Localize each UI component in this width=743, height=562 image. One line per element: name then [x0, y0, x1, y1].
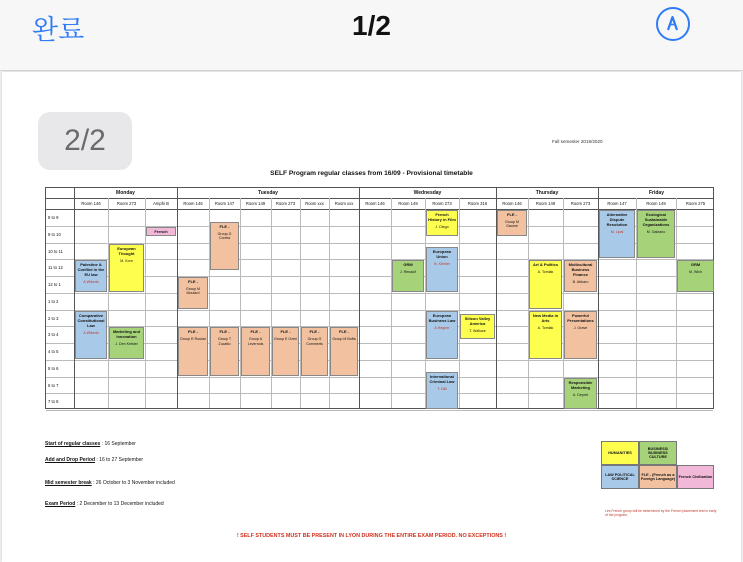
- class-title: FLE -: [309, 329, 320, 335]
- class-teacher: T. Walluse: [469, 328, 486, 333]
- class-block[interactable]: [146, 227, 176, 237]
- room-header: Room 147: [607, 200, 627, 206]
- class-teacher: A.Hegner: [434, 325, 450, 330]
- legend-law: LAW POLITICAL SCIENCE: [601, 465, 639, 489]
- grid-line: [676, 198, 677, 408]
- exam-label: Exam Period: [45, 501, 76, 507]
- class-block[interactable]: [210, 327, 239, 375]
- class-title: FLE -: [188, 329, 198, 335]
- grid-line: [46, 310, 713, 311]
- class-title: GRM: [403, 262, 413, 268]
- mid-semester-break: [45, 480, 175, 486]
- class-teacher: J. Grave: [573, 325, 588, 330]
- class-teacher: J. Den Kelster: [115, 342, 138, 347]
- start-label: Start of regular classes: [45, 441, 101, 447]
- grid-line: [240, 198, 241, 408]
- class-title: Comparative Constitutional Law: [77, 312, 105, 328]
- time-label: 6 to 7: [48, 382, 59, 388]
- class-teacher: M. Korn: [120, 258, 133, 263]
- class-block[interactable]: [677, 260, 714, 292]
- grid-line: [300, 198, 301, 408]
- class-teacher: J. Renault: [399, 270, 417, 275]
- class-title: International Criminal Law: [429, 374, 455, 385]
- time-label: 9 to 10: [48, 231, 61, 237]
- class-block[interactable]: [426, 210, 458, 236]
- class-block[interactable]: [109, 327, 144, 359]
- add-drop-period: [45, 457, 143, 463]
- start-value: : 16 September: [101, 441, 136, 447]
- day-header: Tuesday: [258, 190, 278, 196]
- class-teacher: Group M Moulard: [186, 287, 200, 296]
- class-teacher: Group M Gaume: [505, 220, 519, 229]
- class-title: Alternative Dispute Resolution: [606, 212, 628, 227]
- class-block[interactable]: [178, 327, 208, 375]
- class-block[interactable]: [529, 260, 562, 308]
- class-teacher: A. Tomlak: [537, 270, 554, 275]
- class-teacher: A.Wiberts: [83, 330, 99, 335]
- class-teacher: Group T Zucatto: [217, 337, 232, 346]
- class-title: FLE -: [280, 329, 291, 335]
- class-block[interactable]: [497, 210, 527, 236]
- grid-line: [459, 198, 460, 408]
- done-button[interactable]: 완료: [32, 15, 85, 46]
- room-header: Room 273: [432, 200, 452, 206]
- mid-label: Mid semester break: [45, 480, 92, 486]
- legend-fle: FLE - (French as a Foreign Language): [639, 465, 677, 489]
- class-title: FLE -: [219, 223, 230, 229]
- class-block[interactable]: [426, 311, 458, 359]
- time-label: 10 to 11: [48, 248, 63, 254]
- class-block[interactable]: [564, 378, 597, 410]
- class-title: Palestine & Conflict in the EU law: [77, 262, 105, 278]
- room-header: Room 146: [502, 200, 522, 206]
- grid-line: [46, 276, 713, 277]
- class-title: FLE -: [507, 212, 517, 217]
- room-header: Room 147: [214, 200, 235, 206]
- class-block[interactable]: [301, 327, 328, 375]
- time-label: 4 to 5: [48, 349, 59, 354]
- time-label: 2 to 3: [48, 315, 59, 321]
- time-label: 1 to 2: [48, 298, 59, 304]
- time-label: 11 to 12: [48, 265, 63, 271]
- class-teacher: A. Depret: [572, 392, 589, 397]
- timetable-title: SELF Program regular classes from 16/09 - Provisional timetable: [270, 170, 473, 177]
- class-teacher: Group R Roulan: [180, 337, 206, 342]
- class-teacher: A.Wiberts: [83, 280, 99, 285]
- day-header: Wednesday: [413, 190, 442, 196]
- class-title: French History in Film: [428, 212, 456, 222]
- class-title: FLE -: [250, 329, 261, 335]
- room-header: Room 146: [81, 200, 101, 206]
- legend-business: BUSINESS/ BUSINESS CULTURE: [639, 441, 677, 465]
- class-teacher: Group G Corréa: [217, 231, 232, 241]
- class-title: Silicon Valley America: [464, 315, 491, 326]
- exam-warning: ! SELF STUDENTS MUST BE PRESENT IN LYON DURING THE ENTIRE EXAM PERIOD. NO EXCEPTIONS !: [236, 533, 507, 539]
- class-block[interactable]: [210, 222, 239, 270]
- room-header: Room 275: [685, 200, 706, 206]
- class-teacher: Group M Boffa: [332, 337, 356, 342]
- class-teacher: Group A Levernois: [247, 337, 264, 346]
- class-title: Ecological Sustainable Organizations: [642, 212, 670, 227]
- class-title: French Civilization: [150, 228, 172, 237]
- grid-line: [108, 198, 109, 408]
- top-navigation-bar: [0, 0, 743, 71]
- room-header: Room 146: [183, 200, 203, 206]
- class-teacher: T. Dilli: [437, 387, 447, 392]
- time-label: 7 to 8: [48, 399, 59, 405]
- grid-line: [46, 360, 713, 361]
- page-badge: 2/2: [38, 112, 132, 170]
- room-header: Room 146: [365, 200, 385, 206]
- add-drop-label: Add and Drop Period: [45, 457, 95, 463]
- grid-line: [391, 198, 392, 408]
- room-header: Room xxx: [305, 200, 324, 206]
- page-indicator: 1/2: [352, 10, 391, 41]
- class-title: FLE -: [219, 329, 230, 335]
- class-title: Art & Politics: [532, 262, 559, 268]
- class-block[interactable]: [109, 244, 144, 292]
- class-block[interactable]: [392, 260, 424, 292]
- class-title: European Business Law: [428, 312, 456, 323]
- legend-humanities: HUMANITIES: [601, 441, 639, 465]
- class-teacher: M. Wich: [689, 270, 702, 275]
- semester-label: Fall semester 2019/2020: [552, 139, 603, 144]
- class-title: New Media in Arts: [532, 312, 559, 323]
- class-teacher: B. Kleiner: [434, 261, 450, 266]
- grid-line: [46, 259, 713, 260]
- day-header: Friday: [648, 190, 664, 196]
- class-block[interactable]: [272, 327, 299, 375]
- class-block[interactable]: [178, 277, 208, 309]
- grid-line: [563, 198, 564, 408]
- room-header: Room 149: [646, 200, 666, 206]
- exam-period: [45, 501, 164, 507]
- time-label: 12 to 1: [48, 282, 61, 287]
- class-title: European Union: [432, 248, 452, 259]
- class-block[interactable]: [460, 314, 495, 339]
- class-title: GRM: [690, 262, 701, 268]
- class-teacher: A. Tomlak: [537, 325, 554, 330]
- add-drop-value: : 16 to 27 September: [96, 457, 144, 463]
- day-header: Monday: [116, 190, 135, 196]
- class-block[interactable]: [75, 260, 107, 292]
- class-teacher: M. Lipal: [610, 230, 624, 234]
- room-header: Room 273: [275, 200, 296, 206]
- grid-line: [329, 198, 330, 408]
- time-label: 5 to 6: [48, 365, 59, 371]
- grid-line: [271, 198, 272, 408]
- grid-line: [359, 188, 360, 408]
- time-label: 3 to 4: [48, 332, 59, 338]
- room-header: Room 149: [535, 200, 556, 206]
- class-title: Responsible Marketing: [568, 379, 593, 390]
- start-of-classes: [45, 441, 136, 447]
- class-block[interactable]: [330, 327, 358, 375]
- markup-pen-icon[interactable]: [656, 7, 690, 41]
- grid-line: [46, 293, 713, 294]
- class-block[interactable]: [75, 311, 107, 359]
- class-title: Multicultural Business Finance: [568, 262, 593, 278]
- class-title: Powerful Presentations: [567, 312, 594, 323]
- class-block[interactable]: [529, 311, 562, 359]
- class-block[interactable]: [564, 260, 597, 292]
- grid-line: [46, 326, 713, 327]
- class-block[interactable]: [426, 247, 458, 292]
- room-header: Room 149: [245, 200, 266, 206]
- room-header: Room 273: [116, 200, 137, 206]
- class-title: FLE -: [339, 329, 349, 335]
- time-label: 8 to 9: [48, 215, 59, 220]
- class-block[interactable]: [564, 311, 597, 359]
- timetable-grid: [45, 187, 714, 409]
- day-header: Thursday: [535, 190, 559, 196]
- class-title: Marketing and Innovation: [112, 329, 141, 340]
- room-header: Room xxx: [334, 200, 354, 206]
- grid-line: [46, 377, 713, 378]
- class-teacher: J. Diego: [435, 225, 449, 229]
- grid-line: [46, 393, 713, 394]
- room-header: Room 273: [570, 200, 591, 206]
- room-header: Room 316: [467, 200, 488, 206]
- class-block[interactable]: [599, 210, 635, 258]
- exam-value: : 2 December to 13 December included: [76, 501, 164, 507]
- grid-line: [46, 198, 713, 199]
- class-title: European Thought: [117, 245, 136, 256]
- legend-french-civilization: French Civilization: [677, 465, 714, 489]
- class-teacher: B. Abbaro: [572, 280, 589, 285]
- class-teacher: M. Galeano: [646, 230, 666, 234]
- grid-line: [74, 188, 75, 408]
- mid-value: : 26 October to 3 November included: [93, 480, 175, 486]
- class-block[interactable]: [241, 327, 270, 375]
- grid-line: [46, 410, 713, 411]
- class-teacher: Group E Ozeri: [274, 337, 297, 342]
- class-block[interactable]: [637, 210, 675, 258]
- class-teacher: Group G Commerts: [306, 337, 323, 346]
- room-header: Room 149: [398, 200, 418, 206]
- class-block[interactable]: [426, 372, 458, 409]
- class-title: FLE -: [188, 279, 198, 284]
- legend-note: Les French group will be determined by the French placement test in early of the program.: [605, 509, 717, 518]
- room-header: Amphi B: [153, 200, 169, 206]
